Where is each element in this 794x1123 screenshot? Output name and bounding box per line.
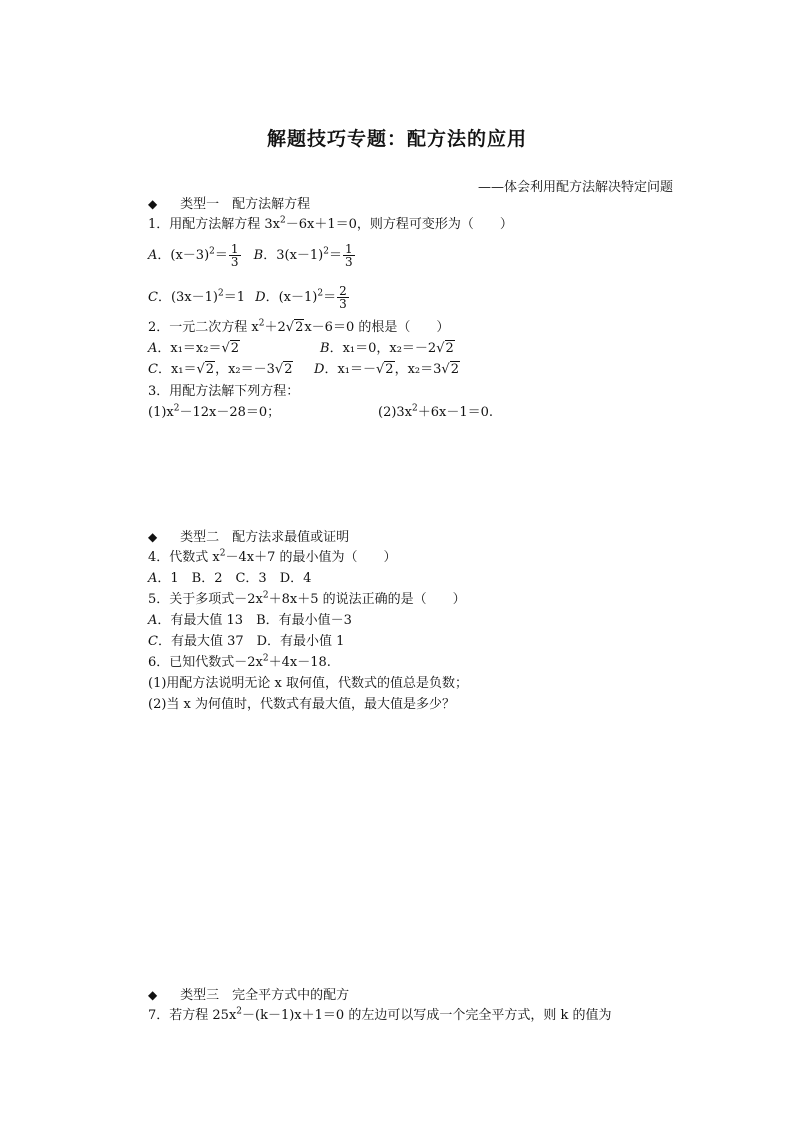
question-2-option-a: A．x₁＝x₂＝√2: [148, 341, 240, 356]
section-2-title: 类型二 配方法求最值或证明: [180, 530, 350, 545]
sqrt-symbol: √2: [274, 362, 293, 377]
question-3-stem: 3．用配方法解下列方程：: [148, 384, 300, 399]
question-1-options-cd: C．$(3x-1)^2=1$ D．$(x-1)^2=$ $\frac{2}{3}$: [148, 284, 347, 311]
option-d-label: D: [255, 290, 266, 305]
option-b-label: B: [253, 248, 264, 263]
question-3-part-2: $(2)3x^2+6x-1=0$.: [378, 403, 494, 420]
question-4-stem: 4．代数式 $x^2-4x+7$ 的最小值为（ ）: [148, 548, 397, 565]
sqrt-symbol: √2: [441, 362, 459, 377]
question-3-part-1: $(1)x^2-12x-28=0$；: [148, 403, 281, 420]
question-2-option-c: C．x₁＝√2，x₂＝－3√2: [148, 362, 293, 377]
question-5-stem: 5．关于多项式$-2x^2+8x+5$ 的说法正确的是（ ）: [148, 590, 466, 607]
question-7-stem: 7．若方程 $25x^2-(k-1)x+1=0$ 的左边可以写成一个完全平方式，则 k 的值为: [148, 1006, 612, 1023]
question-1-options-ab: A．$(x-3)^2=$ $\frac{1}{3}$ B．$3(x-1)^2=$ $\frac{1}{3}$: [148, 242, 353, 269]
sqrt-symbol: √2: [221, 341, 240, 356]
sqrt-symbol: √2: [196, 362, 215, 377]
fraction: $\frac{1}{3}$: [230, 242, 239, 269]
section-1-heading: [148, 196, 310, 213]
question-5-options-ab: A．有最大值 13 B．有最小值－3: [148, 613, 352, 628]
question-2-option-b: B．x₁＝0，x₂＝－2√2: [320, 341, 454, 356]
section-1-title: 类型一 配方法解方程: [180, 197, 311, 212]
question-5-options-cd: C．有最大值 37 D．有最小值 1: [148, 634, 345, 649]
section-2-heading: [148, 529, 349, 546]
option-a-label: A: [148, 248, 158, 263]
sqrt-symbol: √2: [285, 320, 304, 335]
diamond-bullet-icon: ◆: [148, 988, 158, 1002]
question-6-stem: 6．已知代数式$-2x^2+4x-18$.: [148, 653, 331, 670]
diamond-bullet-icon: ◆: [148, 530, 158, 544]
sqrt-symbol: √2: [375, 362, 394, 377]
fraction: $\frac{2}{3}$: [339, 284, 347, 311]
section-3-heading: [148, 987, 349, 1004]
question-6-part-2: (2)当 x 为何值时，代数式有最大值，最大值是多少？: [148, 697, 456, 712]
sqrt-symbol: √2: [436, 341, 454, 356]
question-2-option-d: D．x₁＝－√2，x₂＝3√2: [314, 362, 459, 377]
diamond-bullet-icon: ◆: [148, 197, 158, 211]
question-4-options: A．1 B．2 C．3 D．4: [148, 571, 312, 586]
question-1-stem: 1．用配方法解方程 $3x^2-6x+1=0$，则方程可变形为（ ）: [148, 215, 513, 232]
section-3-title: 类型三 完全平方式中的配方: [180, 988, 350, 1003]
page-title: 解题技巧专题：配方法的应用: [266, 128, 527, 150]
question-6-part-1: (1)用配方法说明无论 x 取何值，代数式的值总是负数；: [148, 676, 469, 691]
question-2-stem: 2．一元二次方程 $x^2+2√2x-6=0$ 的根是（ ）: [148, 318, 450, 335]
fraction: $\frac{1}{3}$: [345, 242, 353, 269]
page-subtitle: ——体会利用配方法解决特定问题: [477, 180, 673, 195]
option-c-label: C: [148, 290, 158, 305]
